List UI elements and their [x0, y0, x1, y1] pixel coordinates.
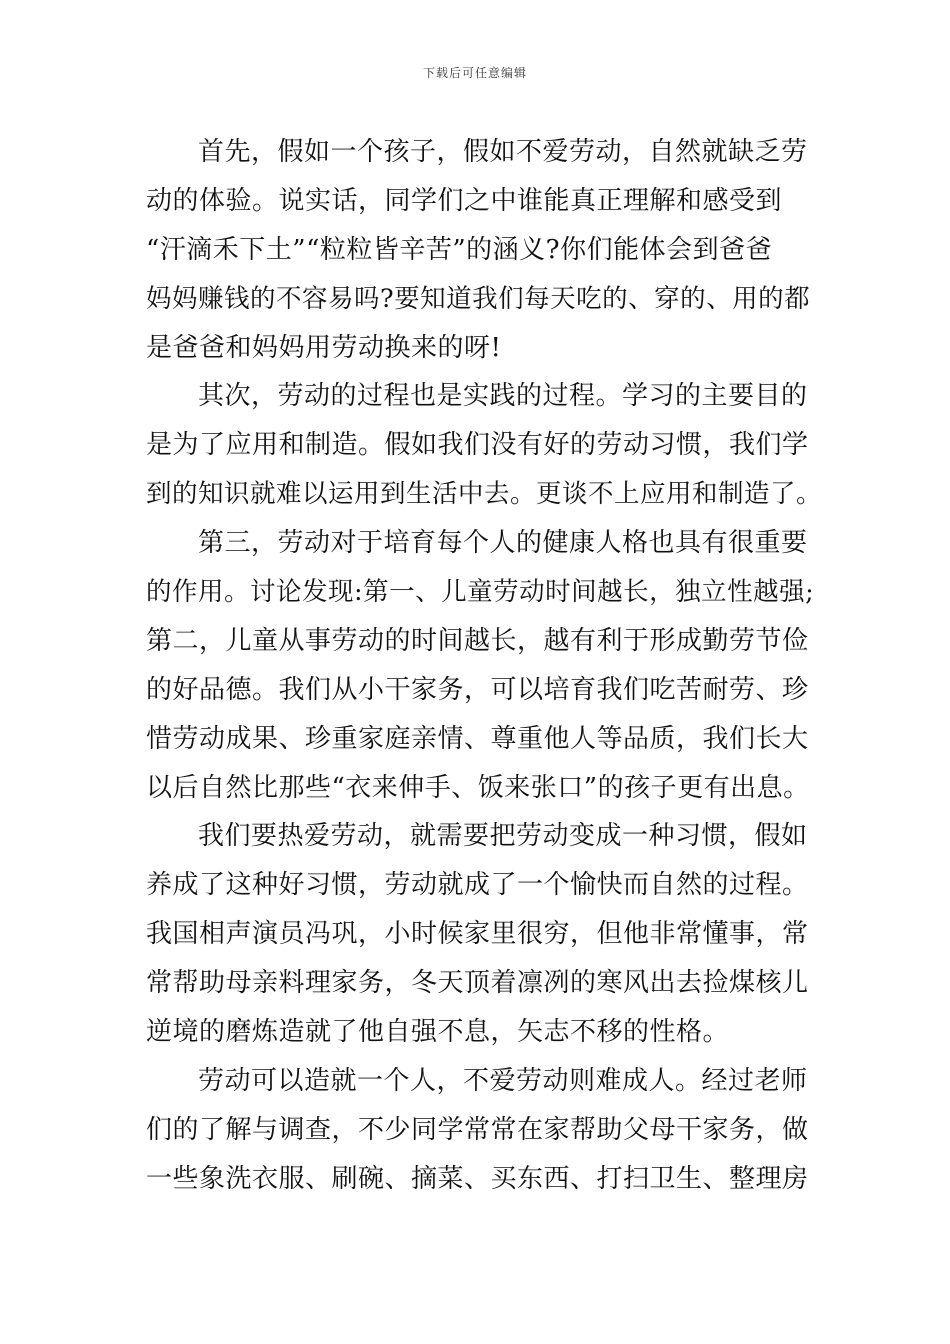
page-header: 下载后可任意编辑 [422, 66, 527, 80]
text-line: 第二，儿童从事劳动的时间越长，越有利于形成勤劳节俭 [146, 625, 809, 656]
text-line: 第三，劳动对于培育每个人的健康人格也具有很重要 [198, 528, 808, 559]
text-line: 一些象洗衣服、刷碗、摘菜、买东西、打扫卫生、整理房 [146, 1163, 809, 1194]
text-line: 的好品德。我们从小干家务，可以培育我们吃苦耐劳、珍 [146, 674, 809, 705]
text-line: 是爸爸和妈妈用劳动换来的呀! [146, 332, 502, 363]
text-line: 以后自然比那些“衣来伸手、饭来张口”的孩子更有出息。 [146, 772, 810, 803]
text-line: 常帮助母亲料理家务，冬天顶着凛冽的寒风出去捡煤核儿 [146, 968, 809, 999]
text-line: 逆境的磨炼造就了他自强不息，矢志不移的性格。 [146, 1017, 730, 1048]
text-line: 动的体验。说实话，同学们之中谁能真正理解和感受到 [146, 185, 783, 216]
text-line: 劳动可以造就一个人，不爱劳动则难成人。经过老师 [198, 1065, 808, 1096]
text-line: 的作用。讨论发现:第一、儿童劳动时间越长，独立性越强; [146, 577, 815, 608]
text-line: 我国相声演员冯巩，小时候家里很穷，但他非常懂事，常 [146, 919, 809, 950]
text-line: 妈妈赚钱的不容易吗?要知道我们每天吃的、穿的、用的都 [146, 283, 811, 314]
text-line: 们的了解与调查，不少同学常常在家帮助父母干家务，做 [146, 1114, 809, 1145]
text-line: 养成了这种好习惯，劳动就成了一个愉快而自然的过程。 [146, 870, 809, 901]
text-line: 首先，假如一个孩子，假如不爱劳动，自然就缺乏劳 [198, 137, 808, 167]
document-body [146, 128, 822, 1204]
text-line: 到的知识就难以运用到生活中去。更谈不上应用和制造了。 [146, 479, 823, 510]
text-line: “汗滴禾下土”“粒粒皆辛苦”的涵义?你们能体会到爸爸 [146, 234, 773, 265]
text-line: 惜劳动成果、珍重家庭亲情、尊重他人等品质，我们长大 [146, 723, 809, 754]
text-line: 我们要热爱劳动，就需要把劳动变成一种习惯，假如 [198, 821, 808, 852]
text-line: 是为了应用和制造。假如我们没有好的劳动习惯，我们学 [146, 430, 809, 461]
text-line: 其次，劳动的过程也是实践的过程。学习的主要目的 [198, 381, 808, 412]
